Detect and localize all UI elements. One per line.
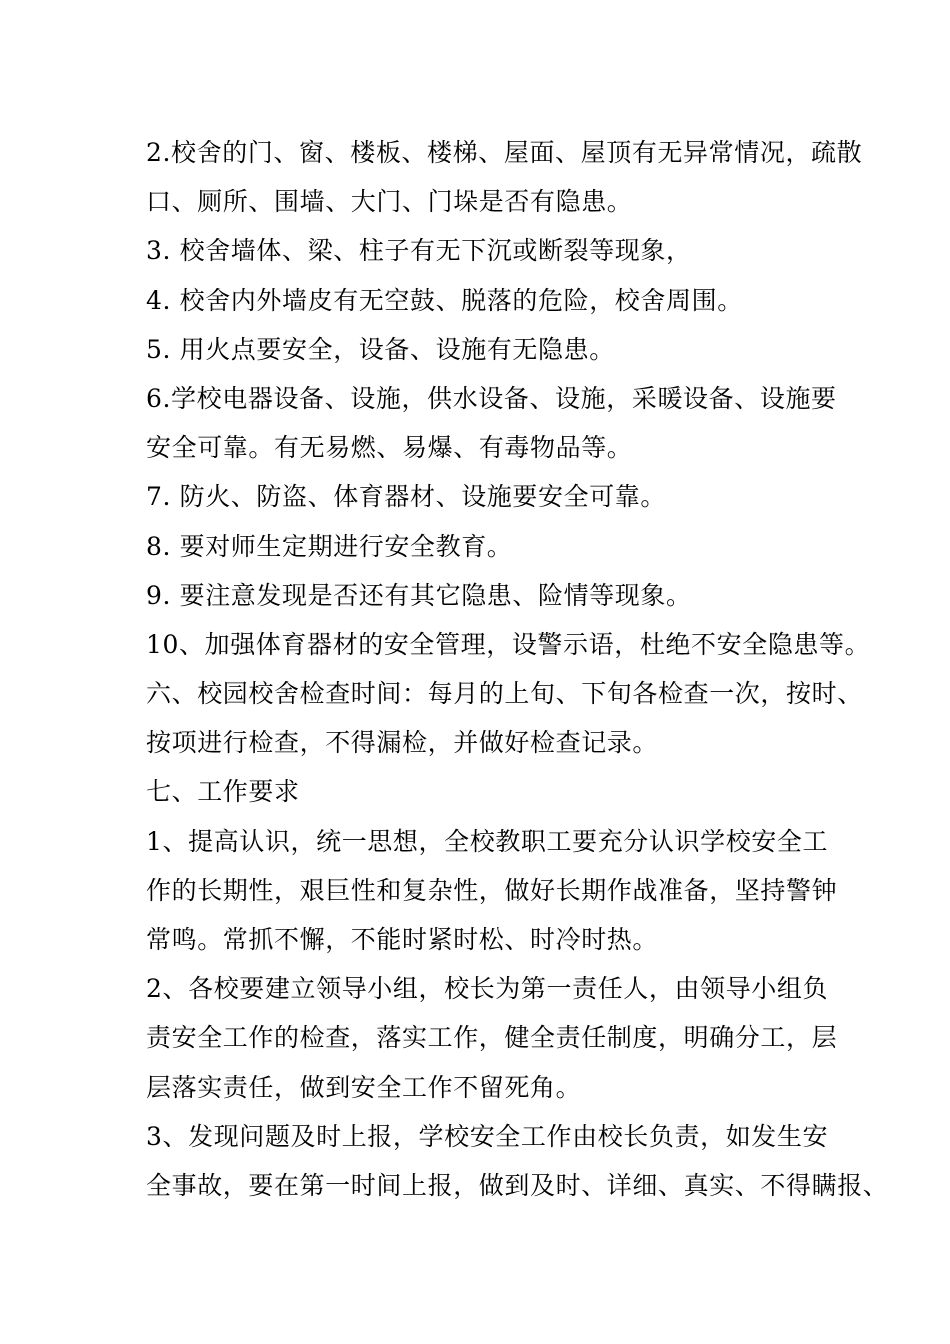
text-line: 全事故，要在第一时间上报，做到及时、详细、真实、不得瞒报、: [146, 1170, 889, 1200]
text-line: 口、厕所、围墙、大门、门垛是否有隐患。: [146, 187, 633, 217]
text-line: 10、加强体育器材的安全管理，设警示语，杜绝不安全隐患等。: [146, 629, 871, 659]
text-line: 作的长期性，艰巨性和复杂性，做好长期作战准备，坚持警钟: [146, 875, 838, 905]
text-line: 9. 要注意发现是否还有其它隐患、险情等现象。: [146, 580, 692, 610]
text-line: 六、校园校舍检查时间：每月的上旬、下旬各检查一次，按时、: [146, 679, 863, 709]
text-line: 8. 要对师生定期进行安全教育。: [146, 531, 513, 561]
text-line: 3. 校舍墙体、梁、柱子有无下沉或断裂等现象，: [146, 236, 692, 266]
text-line: 6.学校电器设备、设施，供水设备、设施，采暖设备、设施要: [146, 383, 837, 413]
text-line: 3、发现问题及时上报，学校安全工作由校长负责，如发生安: [146, 1121, 829, 1151]
text-line: 安全可靠。有无易燃、易爆、有毒物品等。: [146, 433, 633, 463]
text-line: 5. 用火点要安全，设备、设施有无隐患。: [146, 334, 615, 364]
text-line: 4. 校舍内外墙皮有无空鼓、脱落的危险，校舍周围。: [146, 285, 743, 315]
text-line: 2、各校要建立领导小组，校长为第一责任人，由领导小组负: [146, 974, 829, 1004]
text-line: 责安全工作的检查，落实工作，健全责任制度，明确分工，层: [146, 1023, 838, 1053]
document-body: [146, 128, 889, 1210]
text-line: 2.校舍的门、窗、楼板、楼梯、屋面、屋顶有无异常情况，疏散: [146, 138, 863, 167]
text-line: 按项进行检查，不得漏检，并做好检查记录。: [146, 728, 659, 758]
text-line: 7. 防火、防盗、体育器材、设施要安全可靠。: [146, 482, 667, 512]
text-line: 层落实责任，做到安全工作不留死角。: [146, 1072, 582, 1102]
text-line: 1、提高认识，统一思想，全校教职工要充分认识学校安全工: [146, 826, 829, 856]
text-line: 常鸣。常抓不懈，不能时紧时松、时冷时热。: [146, 925, 659, 954]
section-heading: 七、工作要求: [146, 777, 300, 807]
